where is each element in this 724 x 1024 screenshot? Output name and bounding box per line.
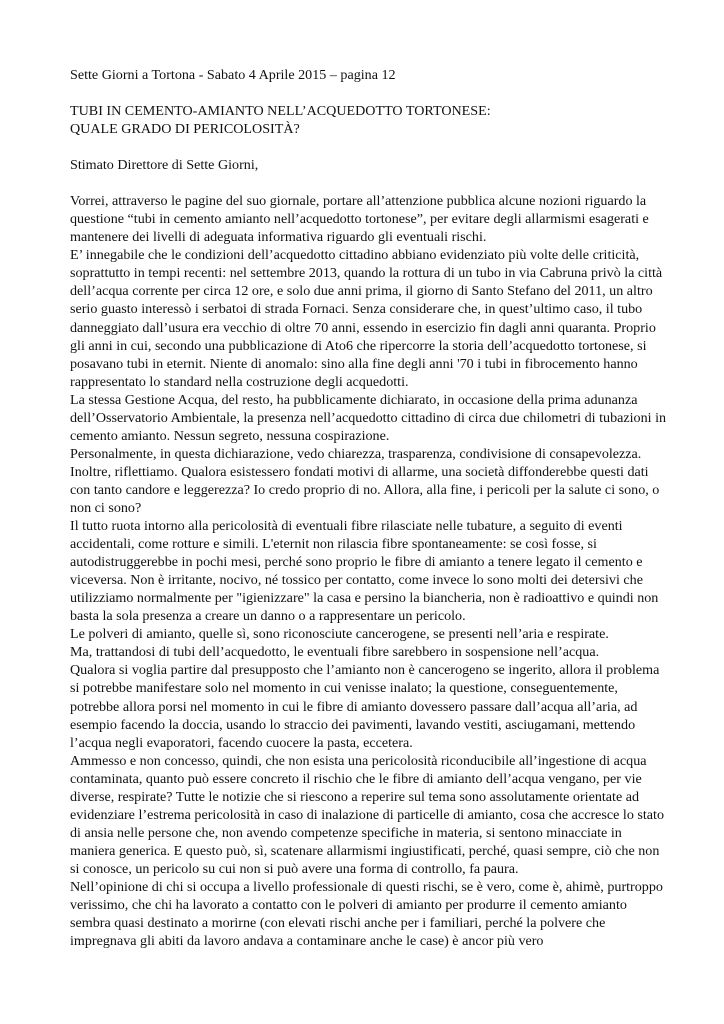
paragraph: Il tutto ruota intorno alla pericolosità di eventuali fibre rilasciate nelle tubature, a seguito di eventi accidentali, come rotture e simili. L'eternit non rilascia fibre spontaneamente: se così fosse, si autodistruggerebbe in pochi mesi, perché sono proprio le fibre di amianto a tenere legato il cemento e viceversa. Non è irritante, nocivo, né tossico per contatto, come invece lo sono molti dei detersivi che utilizziamo normalmente per "igienizzare" la casa e persino la biancheria, non è radioattivo e quindi non basta la sola presenza a creare un danno o a rappresentare un pericolo. (70, 518, 659, 625)
paragraph: Qualora si voglia partire dal presupposto che l’amianto non è cancerogeno se ingerito, allora il problema si potrebbe manifestare solo nel momento in cui venisse inalato; la questione, conseguentemente, potrebbe allora porsi nel momento in cui le fibre di amianto dovessero passare dall’acqua all’aria, ad esempio facendo la doccia, usando lo straccio dei pavimenti, lavando vestiti, asciugamani, mettendo l’acqua negli evaporatori, facendo cuocere la pasta, eccetera. (70, 662, 660, 751)
paragraph: Ammesso e non concesso, quindi, che non esista una pericolosità riconducibile all’ingestione di acqua contaminata, quanto può essere concreto il rischio che le fibre di amianto dell’acqua vengano, per vie diverse, respirate? Tutte le notizie che si riescono a reperire sul tema sono assolutamente orientate ad evidenziare l’estrema pericolosità in caso di inalazione di particelle di amianto, cosa che accresce lo stato di ansia nelle persone che, non avendo competenze specifiche in materia, si sentono minacciate in maniera generica. E questo può, sì, scatenare allarmismi ingiustificati, perché, quasi sempre, ciò che non si conosce, un pericolo su cui non si può avere una forma di controllo, fa paura. (70, 752, 665, 877)
paragraph: Le polveri di amianto, quelle sì, sono riconosciute cancerogene, se presenti nell’aria e respirate. (70, 626, 609, 643)
document-page (70, 66, 670, 950)
paragraph: Ma, trattandosi di tubi dell’acquedotto, le eventuali fibre sarebbero in sospensione nell’acqua. (70, 644, 600, 661)
article-title-line-1: TUBI IN CEMENTO-AMIANTO NELL’ACQUEDOTTO TORTONESE: (70, 103, 491, 120)
paragraph: Nell’opinione di chi si occupa a livello professionale di questi rischi, se è vero, come è, ahimè, purtroppo verissimo, che chi ha lavorato a contatto con le polveri di amianto per produrre il cemento amianto sembra quasi destinato a morirne (con elevati rischi anche per i familiari, perché la polvere che impregnava gli abiti da lavoro andava a contaminare anche le case) è ancor più vero (70, 878, 663, 950)
paragraph: Vorrei, attraverso le pagine del suo giornale, portare all’attenzione pubblica alcune nozioni riguardo la questione “tubi in cemento amianto nell’acquedotto tortonese”, per evitare degli allarmismi esagerati e mantenere dei livelli di adeguata informativa riguardo gli eventuali rischi. (70, 193, 649, 246)
letter-greeting: Stimato Direttore di Sette Giorni, (70, 157, 259, 174)
article-title-line-2: QUALE GRADO DI PERICOLOSITÀ? (70, 121, 300, 138)
paragraph: La stessa Gestione Acqua, del resto, ha pubblicamente dichiarato, in occasione della prima adunanza dell’Osservatorio Ambientale, la presenza nell’acquedotto cittadino di circa due chilometri di tubazioni in cemento amianto. Nessun segreto, nessuna cospirazione. (70, 391, 667, 444)
paragraph: E’ innegabile che le condizioni dell’acquedotto cittadino abbiano evidenziato più volte delle criticità, soprattutto in tempi recenti: nel settembre 2013, quando la rottura di un tubo in via Cabruna privò la città dell’acqua corrente per circa 12 ore, e solo due anni prima, il giorno di Santo Stefano del 2011, un altro serio guasto interessò i serbatoi di strada Fornaci. Senza considerare che, in quest’ultimo caso, il tubo danneggiato dall’usura era vecchio di oltre 70 anni, essendo in esercizio fin dagli anni quaranta. Proprio gli anni in cui, secondo una pubblicazione di Ato6 che ripercorre la storia dell’acquedotto tortonese, si posavano tubi in eternit. Niente di anomalo: sino alla fine degli anni '70 i tubi in fibrocemento hanno rappresentato lo standard nella costruzione degli acquedotti. (70, 247, 663, 390)
paragraph: Inoltre, riflettiamo. Qualora esistessero fondati motivi di allarme, una società diffonderebbe questi dati con tanto candore e leggerezza? Io credo proprio di no. Allora, alla fine, i pericoli per la salute ci sono, o non ci sono? (70, 463, 660, 516)
paragraph: Personalmente, in questa dichiarazione, vedo chiarezza, trasparenza, condivisione di consapevolezza. (70, 445, 642, 462)
article-title (70, 102, 670, 138)
publication-header: Sette Giorni a Tortona - Sabato 4 Aprile 2015 – pagina 12 (70, 67, 396, 83)
letter-body (70, 192, 670, 950)
